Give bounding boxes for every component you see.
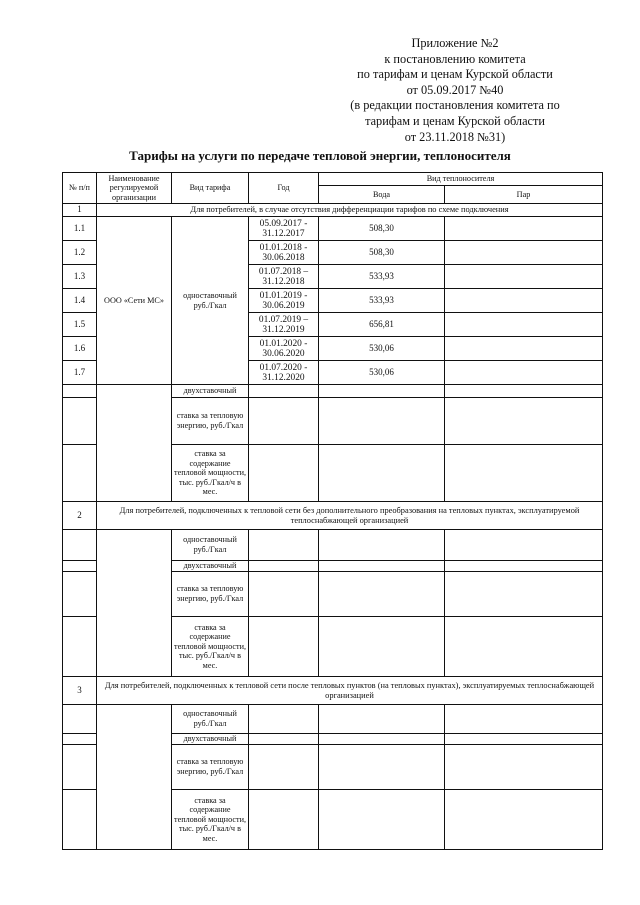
tariff-type: двухставочный	[172, 734, 249, 745]
empty-cell	[63, 790, 97, 850]
empty-cell	[249, 572, 319, 617]
empty-cell	[319, 561, 445, 572]
tariff-type: ставка за тепловую энергию, руб./Гкал	[172, 398, 249, 445]
empty-cell	[63, 561, 97, 572]
empty-cell	[249, 398, 319, 445]
header-line: тарифам и ценам Курской области	[365, 113, 545, 128]
empty-cell	[63, 398, 97, 445]
empty-cell	[63, 530, 97, 561]
row-number: 1.3	[63, 265, 97, 289]
empty-cell	[445, 398, 603, 445]
col-water-header: Вода	[319, 186, 445, 204]
empty-cell	[445, 445, 603, 502]
period-cell: 01.01.2019 - 30.06.2019	[249, 289, 319, 313]
period-cell: 01.07.2019 – 31.12.2019	[249, 313, 319, 337]
empty-cell	[319, 790, 445, 850]
tariff-type: ставка за содержание тепловой мощности, тыс. руб./Гкал/ч в мес.	[172, 790, 249, 850]
water-tariff: 530,06	[319, 337, 445, 361]
period-cell: 01.07.2020 - 31.12.2020	[249, 361, 319, 385]
col-num-header: № п/п	[63, 173, 97, 204]
period-cell: 01.07.2018 – 31.12.2018	[249, 265, 319, 289]
header-line: от 23.11.2018 №31)	[404, 129, 506, 144]
tariff-type: одноставочный руб./Гкал	[172, 530, 249, 561]
empty-cell	[319, 385, 445, 398]
empty-cell	[97, 530, 172, 677]
empty-cell	[63, 734, 97, 745]
organization-name: ООО «Сети МС»	[97, 217, 172, 385]
empty-cell	[445, 790, 603, 850]
empty-cell	[249, 790, 319, 850]
section-number: 1	[63, 204, 97, 217]
section-number: 3	[63, 677, 97, 705]
tariff-type: ставка за содержание тепловой мощности, тыс. руб./Гкал/ч в мес.	[172, 445, 249, 502]
empty-cell	[445, 385, 603, 398]
empty-cell	[249, 385, 319, 398]
empty-cell	[249, 734, 319, 745]
empty-cell	[97, 705, 172, 850]
empty-cell	[249, 530, 319, 561]
empty-cell	[249, 705, 319, 734]
steam-tariff	[445, 361, 603, 385]
empty-cell	[319, 745, 445, 790]
empty-cell	[63, 445, 97, 502]
empty-cell	[445, 530, 603, 561]
header-line: от 05.09.2017 №40	[406, 82, 504, 97]
tariff-type: двухставочный	[172, 561, 249, 572]
period-cell: 01.01.2018 - 30.06.2018	[249, 241, 319, 265]
tariff-type: ставка за тепловую энергию, руб./Гкал	[172, 572, 249, 617]
steam-tariff	[445, 289, 603, 313]
empty-cell	[63, 705, 97, 734]
tariff-type: ставка за содержание тепловой мощности, тыс. руб./Гкал/ч в мес.	[172, 617, 249, 677]
section-description: Для потребителей, в случае отсутствия дифференциации тарифов по схеме подключения	[97, 204, 603, 217]
water-tariff: 533,93	[319, 265, 445, 289]
empty-cell	[63, 617, 97, 677]
empty-cell	[319, 398, 445, 445]
steam-tariff	[445, 241, 603, 265]
appendix-header	[330, 36, 580, 145]
header-line: к постановлению комитета	[384, 51, 526, 66]
section-description: Для потребителей, подключенных к тепловой сети без дополнительного преобразования на тепловых пунктах, эксплуатируемой теплоснабжающей организацией	[97, 502, 603, 530]
row-number: 1.7	[63, 361, 97, 385]
row-number: 1.2	[63, 241, 97, 265]
empty-cell	[319, 705, 445, 734]
period-cell: 01.01.2020 - 30.06.2020	[249, 337, 319, 361]
water-tariff: 530,06	[319, 361, 445, 385]
header-line: (в редакции постановления комитета по	[350, 98, 560, 113]
row-number: 1.1	[63, 217, 97, 241]
tariff-type: одноставочный руб./Гкал	[172, 705, 249, 734]
empty-cell	[445, 705, 603, 734]
empty-cell	[249, 561, 319, 572]
empty-cell	[445, 734, 603, 745]
header-line: Приложение №2	[411, 36, 499, 50]
empty-cell	[97, 385, 172, 502]
steam-tariff	[445, 337, 603, 361]
empty-cell	[319, 445, 445, 502]
section-number: 2	[63, 502, 97, 530]
col-steam-header: Пар	[445, 186, 603, 204]
tariff-type: двухставочный	[172, 385, 249, 398]
col-org-header: Наименование регулируемой организации	[97, 173, 172, 204]
row-number: 1.6	[63, 337, 97, 361]
row-number: 1.5	[63, 313, 97, 337]
empty-cell	[319, 572, 445, 617]
header-line: по тарифам и ценам Курской области	[357, 67, 553, 82]
period-cell: 05.09.2017 - 31.12.2017	[249, 217, 319, 241]
tariff-type: одноставочный руб./Гкал	[172, 217, 249, 385]
tariff-type: ставка за тепловую энергию, руб./Гкал	[172, 745, 249, 790]
water-tariff: 508,30	[319, 241, 445, 265]
steam-tariff	[445, 265, 603, 289]
empty-cell	[445, 561, 603, 572]
empty-cell	[319, 617, 445, 677]
section-description: Для потребителей, подключенных к тепловой сети после тепловых пунктов (на тепловых пунктах), эксплуатируемых теплоснабжающей организацией	[97, 677, 603, 705]
empty-cell	[319, 734, 445, 745]
empty-cell	[445, 745, 603, 790]
water-tariff: 533,93	[319, 289, 445, 313]
empty-cell	[445, 617, 603, 677]
empty-cell	[445, 572, 603, 617]
empty-cell	[249, 445, 319, 502]
col-year-header: Год	[249, 173, 319, 204]
steam-tariff	[445, 217, 603, 241]
empty-cell	[63, 572, 97, 617]
col-type-header: Вид тарифа	[172, 173, 249, 204]
col-carrier-header: Вид теплоносителя	[319, 173, 603, 186]
water-tariff: 508,30	[319, 217, 445, 241]
steam-tariff	[445, 313, 603, 337]
empty-cell	[319, 530, 445, 561]
empty-cell	[63, 385, 97, 398]
tariff-table	[62, 172, 603, 850]
empty-cell	[249, 745, 319, 790]
water-tariff: 656,81	[319, 313, 445, 337]
document-title: Тарифы на услуги по передаче тепловой энергии, теплоносителя	[129, 148, 511, 163]
empty-cell	[63, 745, 97, 790]
row-number: 1.4	[63, 289, 97, 313]
empty-cell	[249, 617, 319, 677]
